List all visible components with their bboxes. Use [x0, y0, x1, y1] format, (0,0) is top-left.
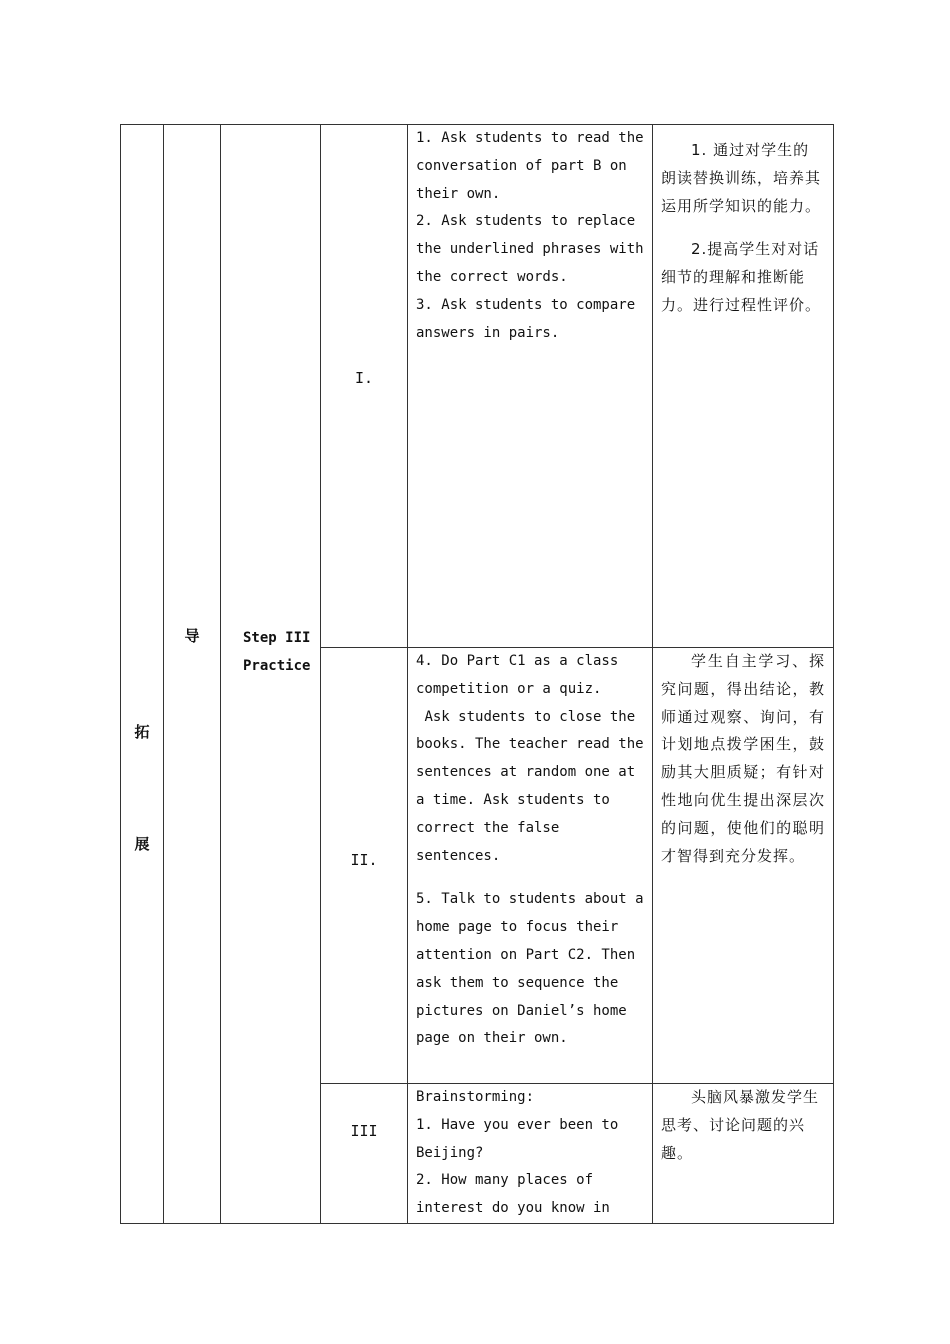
row-3-label: III — [350, 1122, 378, 1140]
step-title: Step III — [243, 630, 311, 646]
row-1-activity-1: 1. Ask students to read the conversation of part B on their own. — [416, 130, 644, 202]
row-2-label: II. — [350, 851, 378, 869]
row-1-label-cell — [321, 125, 408, 648]
row-3-purpose-cell — [653, 1084, 834, 1224]
row-2-activity-1: 4. Do Part C1 as a class competition or a quiz. — [416, 653, 619, 697]
row-1-activities-cell — [408, 125, 653, 648]
lesson-plan-table — [120, 124, 834, 1224]
row-2-label-cell — [321, 648, 408, 1084]
row-2-purpose-1: 学生自主学习、探究问题，得出结论，教师通过观察、询问，有计划地点拨学困生，鼓励其大胆质疑；有针对性地向优生提出深层次的问题，使他们的聪明才智得到充分发挥。 — [661, 652, 825, 865]
row-3-activities-cell — [408, 1084, 653, 1224]
row-1-purpose-1: 1. 通过对学生的朗读替换训练，培养其运用所学知识的能力。 — [661, 141, 822, 215]
row-2-activity-3: 5. Talk to students about a home page to focus their attention on Part C2. Then ask them to sequence the pictures on Daniel’s home page on their own. — [416, 891, 644, 1047]
row-2-activities — [408, 648, 652, 1053]
column-step — [221, 125, 321, 1224]
guide-char: 导 — [184, 627, 200, 645]
row-1-label: I. — [354, 369, 374, 387]
row-3-activity-2: 1. Have you ever been to Beijing? — [416, 1116, 619, 1161]
row-3-purpose — [653, 1084, 833, 1167]
step-label — [221, 624, 320, 680]
row-3-activities — [408, 1084, 652, 1223]
row-2-purpose-cell — [653, 648, 834, 1084]
row-1-activity-3: 3. Ask students to compare answers in pairs. — [416, 296, 636, 341]
row-1-activities — [408, 125, 652, 347]
row-3-label-cell — [321, 1084, 408, 1224]
column-extension — [121, 125, 164, 1224]
row-1-purpose — [653, 125, 833, 320]
row-3-activity-3: 2. How many places of interest do you know in — [416, 1172, 610, 1217]
row-1-purpose-2: 2.提高学生对对话细节的理解和推断能力。进行过程性评价。 — [661, 240, 822, 314]
row-2-purpose — [653, 648, 833, 870]
row-2-activities-cell — [408, 648, 653, 1084]
row-2-activity-2: Ask students to close the books. The teacher read the sentences at random one at a time. Ask students to correct the false sentences. — [416, 708, 653, 864]
extension-char-top: 拓 — [134, 723, 150, 741]
extension-char-bottom: 展 — [134, 835, 150, 853]
step-subtitle: Practice — [243, 658, 311, 674]
row-1-activity-2: 2. Ask students to replace the underlined phrases with the correct words. — [416, 213, 644, 285]
row-3-purpose-1: 头脑风暴激发学生思考、讨论问题的兴趣。 — [661, 1088, 820, 1162]
row-1-purpose-cell — [653, 125, 834, 648]
column-guide — [164, 125, 221, 1224]
row-3-activity-1: Brainstorming: — [416, 1089, 535, 1105]
